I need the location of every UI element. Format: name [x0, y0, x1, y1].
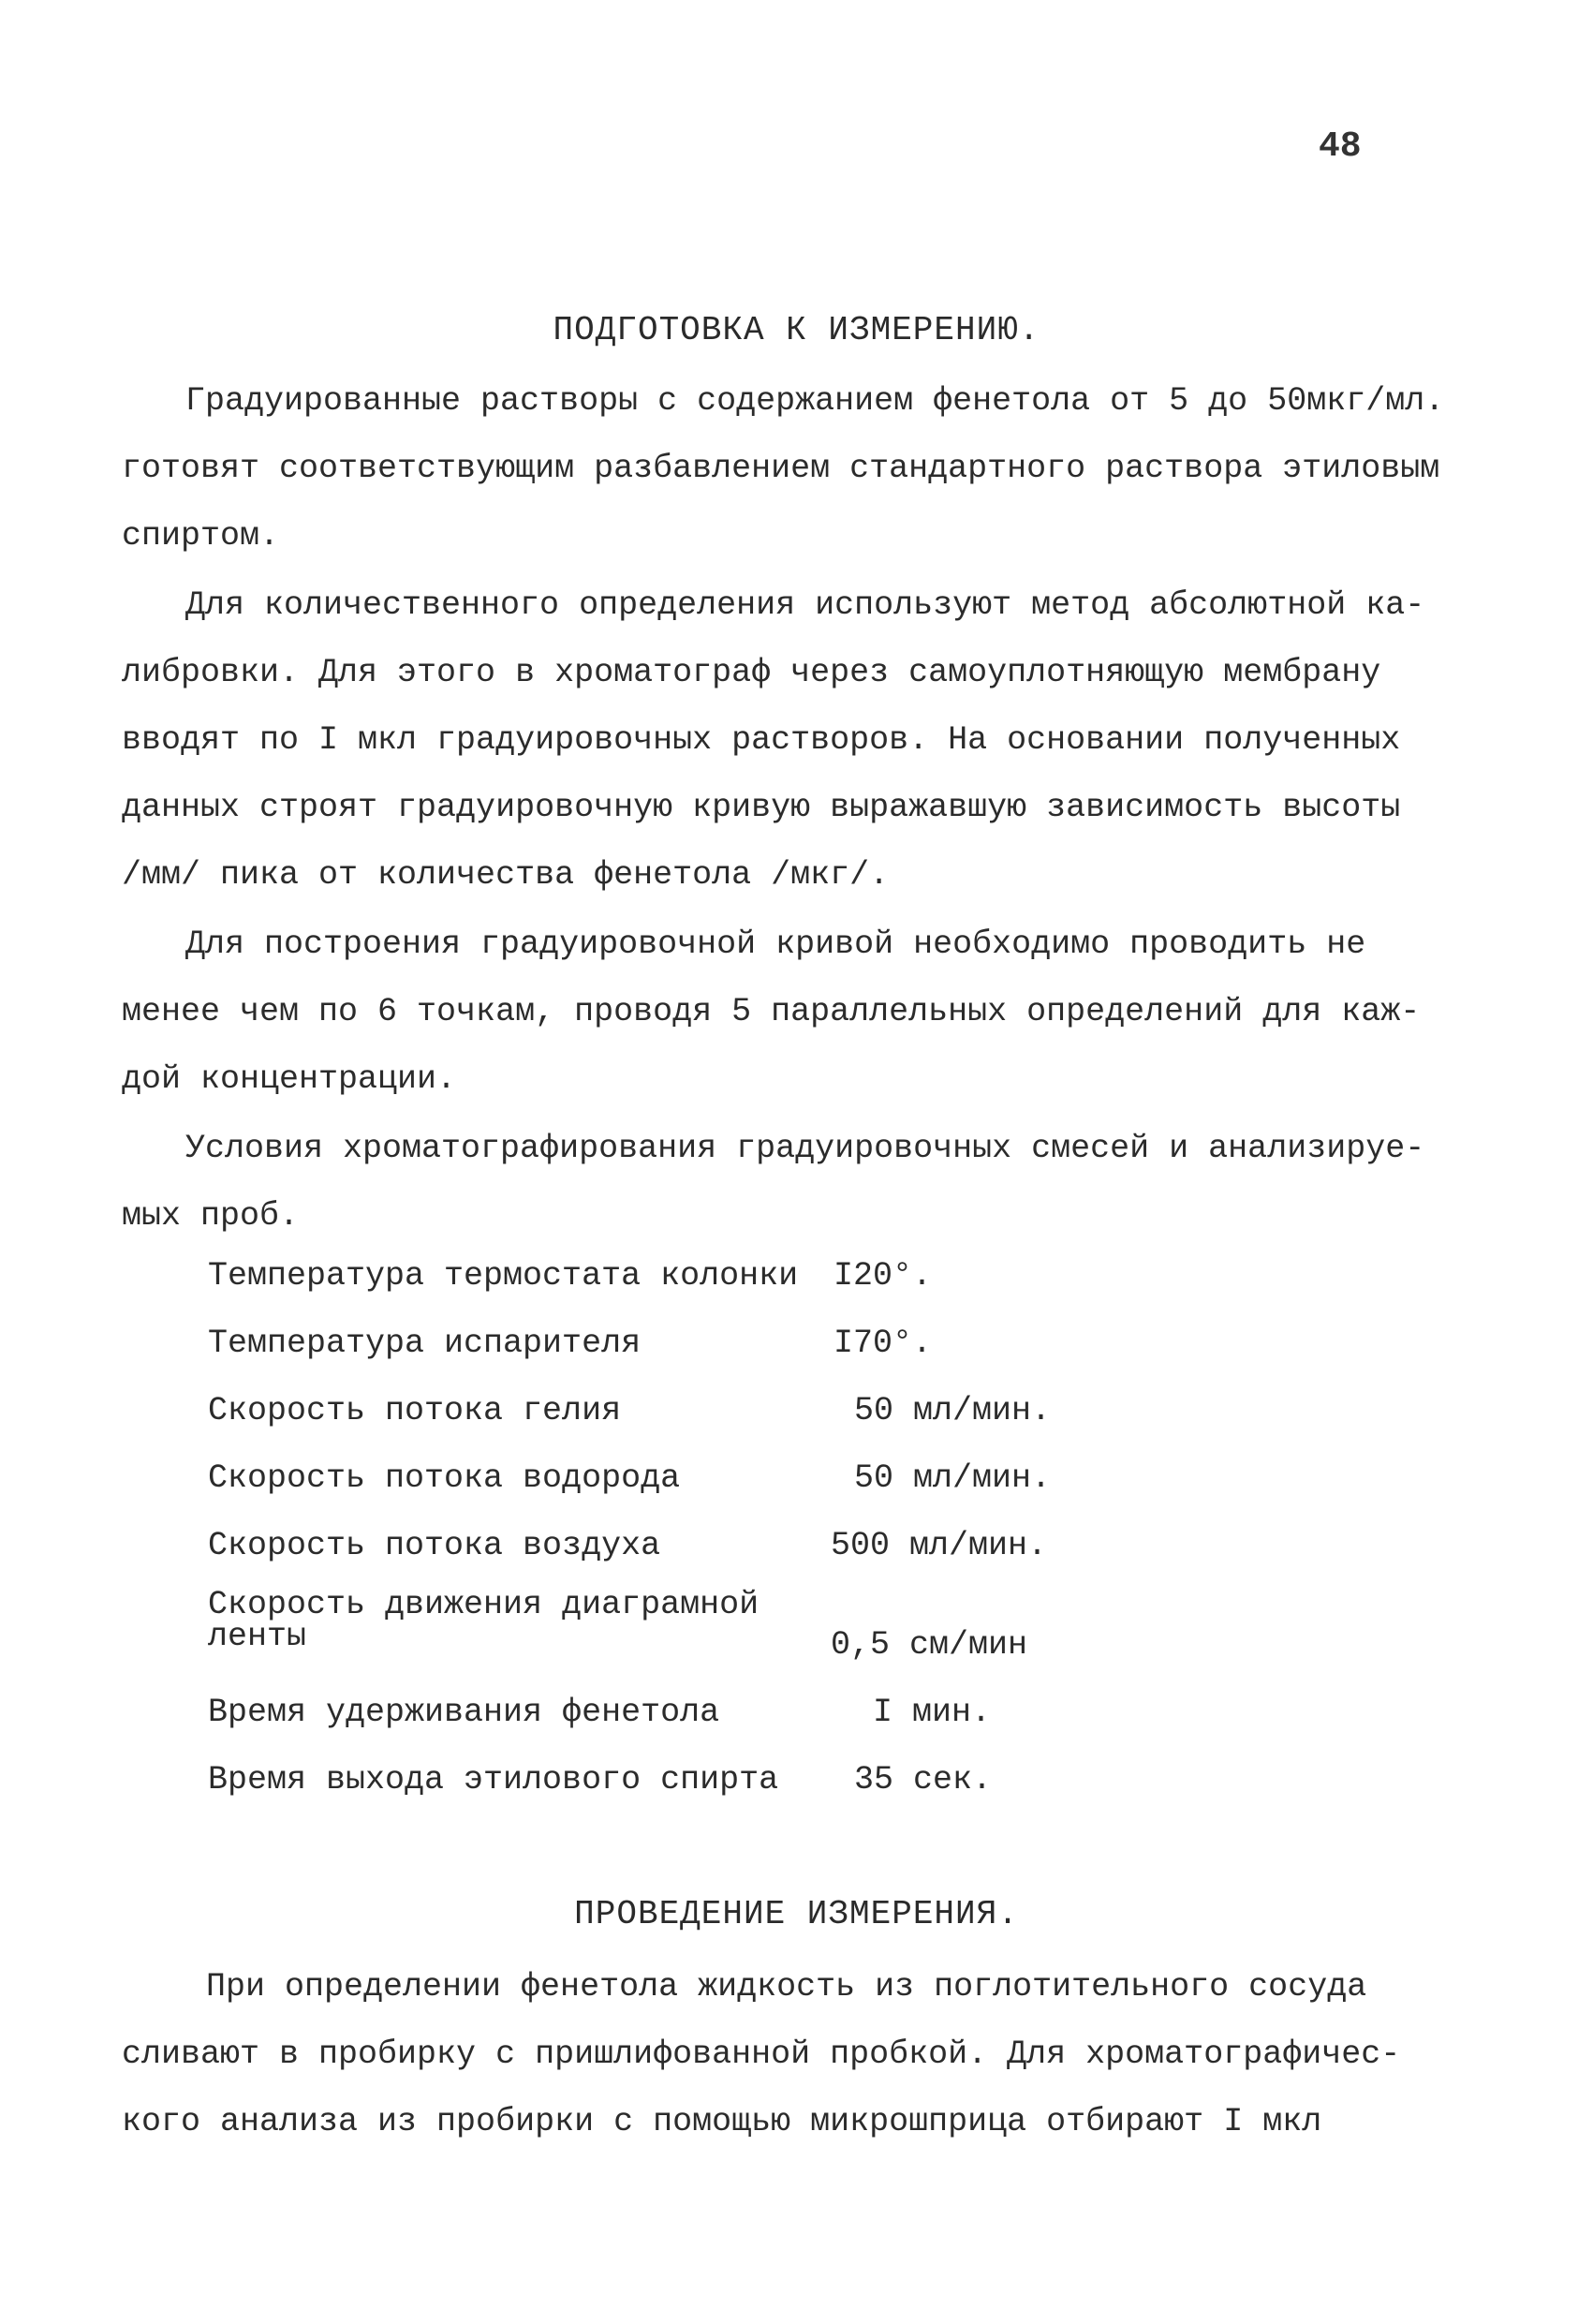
condition-value: I70°. [833, 1325, 933, 1362]
text-line: вводят по I мкл градуировочных растворов. На основании полученных [122, 721, 1401, 759]
text-line: Для количественного определения используют метод абсолютной ка- [185, 586, 1425, 624]
text-line: мых проб. [122, 1197, 300, 1235]
section-title-preparation: ПОДГОТОВКА К ИЗМЕРЕНИЮ. [553, 311, 1040, 349]
text-line: Условия хроматографирования градуировочных смесей и анализируе- [185, 1130, 1425, 1167]
paragraph-calibration-method [122, 571, 1470, 909]
condition-value: 0,5 см/мин [831, 1626, 1028, 1664]
paragraph-chromatography-conditions [122, 1115, 1470, 1250]
condition-value: I20°. [833, 1257, 933, 1295]
text-line: менее чем по 6 точкам, проводя 5 параллельных определений для каж- [122, 993, 1421, 1030]
condition-row [208, 1579, 1144, 1679]
text-line: /мм/ пика от количества фенетола /мкг/. [122, 856, 890, 894]
conditions-list [208, 1242, 1144, 1813]
paragraph-graduated-solutions [122, 367, 1470, 570]
text-line: При определении фенетола жидкость из поглотительного сосуда [206, 1968, 1367, 2006]
text-line: Градуированные растворы с содержанием фенетола от 5 до 50мкг/мл. [185, 382, 1445, 420]
condition-value: 35 сек. [854, 1761, 993, 1799]
condition-row [208, 1679, 1144, 1746]
condition-row [208, 1512, 1144, 1579]
condition-value: 50 мл/мин. [854, 1392, 1052, 1429]
text-line: либровки. Для этого в хроматограф через самоуплотняющую мембрану [122, 654, 1381, 691]
condition-row [208, 1310, 1144, 1377]
condition-row [208, 1377, 1144, 1444]
paragraph-measurement [122, 1953, 1470, 2155]
text-line: спиртом. [122, 517, 280, 555]
condition-label: Температура испарителя [208, 1325, 642, 1362]
page-number: 48 [1319, 126, 1362, 167]
text-line: данных строят градуировочную кривую выражавшую зависимость высоты [122, 789, 1401, 826]
condition-row [208, 1746, 1144, 1813]
condition-label: Температура термостата колонки [208, 1257, 799, 1295]
condition-value: I мин. [873, 1694, 992, 1731]
condition-label: Скорость потока гелия [208, 1392, 622, 1429]
paragraph-calibration-curve [122, 910, 1470, 1113]
condition-label: Время удерживания фенетола [208, 1694, 720, 1731]
text-line: дой концентрации. [122, 1060, 457, 1098]
condition-label: Скорость движения диаграмной ленты [208, 1586, 760, 1655]
condition-value: 50 мл/мин. [854, 1459, 1052, 1497]
text-line: готовят соответствующим разбавлением стандартного раствора этиловым [122, 450, 1440, 487]
condition-label: Скорость потока воздуха [208, 1527, 661, 1564]
condition-label: Время выхода этилового спирта [208, 1761, 779, 1799]
condition-value: 500 мл/мин. [831, 1527, 1048, 1564]
condition-row [208, 1242, 1144, 1310]
section-title-measurement: ПРОВЕДЕНИЕ ИЗМЕРЕНИЯ. [574, 1895, 1019, 1933]
text-line: сливают в пробирку с пришлифованной пробкой. Для хроматографичес- [122, 2035, 1401, 2073]
condition-label: Скорость потока водорода [208, 1459, 681, 1497]
text-line: Для построения градуировочной кривой необходимо проводить не [185, 925, 1366, 963]
text-line: кого анализа из пробирки с помощью микрошприца отбирают I мкл [122, 2103, 1322, 2140]
condition-row [208, 1444, 1144, 1512]
